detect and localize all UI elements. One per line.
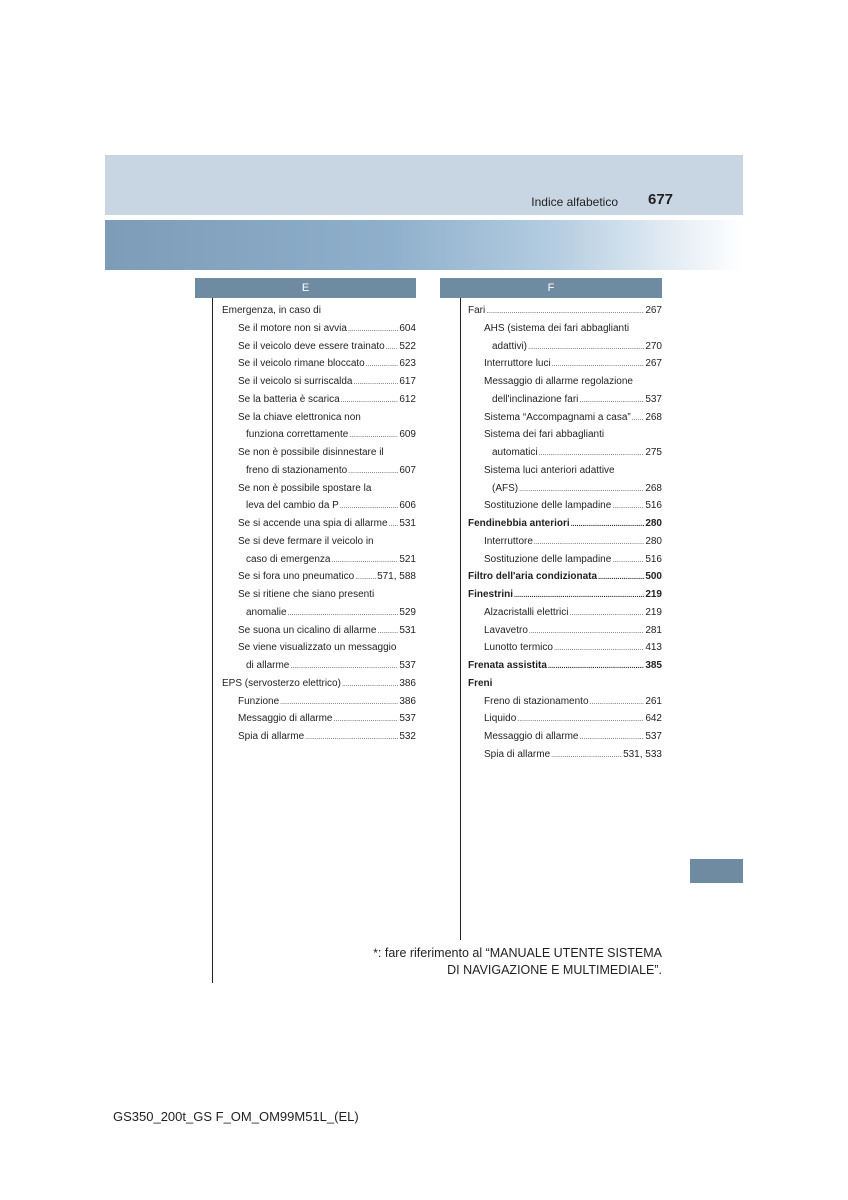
index-entry-text: Spia di allarme — [238, 731, 305, 742]
index-entry-text: leva del cambio da P — [246, 500, 339, 512]
index-entry-text: Fari — [468, 305, 486, 316]
index-entry-text: Sistema “Accompagnami a casa” — [484, 411, 631, 423]
index-entry-page: 385 — [645, 660, 662, 671]
index-entry-text: Fendinebbia anteriori — [468, 518, 570, 529]
index-entry-text: adattivi) — [492, 340, 528, 352]
index-entry-text: Filtro dell'aria condizionata — [468, 571, 598, 583]
index-entry-text: automatici — [492, 447, 538, 458]
index-entry — [468, 409, 662, 427]
index-entry — [468, 551, 662, 569]
index-entry — [222, 586, 416, 604]
index-entry-text: Se il veicolo si surriscalda — [238, 376, 353, 387]
index-entry — [222, 497, 416, 515]
index-entry — [222, 551, 416, 569]
index-entry-text: Se si ritiene che siano presenti — [238, 589, 375, 600]
leader-dots — [354, 373, 399, 392]
document-code: GS350_200t_GS F_OM_OM99M51L_(EL) — [113, 1109, 359, 1124]
index-entry — [468, 586, 662, 604]
index-entry — [468, 657, 662, 675]
index-entry-page: 267 — [645, 305, 662, 316]
leader-dots — [598, 568, 644, 587]
index-entry-text: Sostituzione delle lampadine — [484, 553, 612, 565]
index-entry-page: 537 — [399, 713, 416, 725]
index-entry-page: 267 — [645, 358, 662, 370]
index-entry — [222, 657, 416, 675]
section-header-f: F — [440, 278, 662, 298]
index-entry — [468, 480, 662, 498]
leader-dots — [377, 622, 398, 641]
index-entry — [468, 693, 662, 711]
index-entry-text: freno di stazionamento — [246, 464, 348, 476]
index-entry — [222, 391, 416, 409]
header-gradient-band — [105, 220, 743, 270]
leader-dots — [517, 710, 644, 729]
leader-dots — [612, 497, 644, 516]
column-rule-middle — [460, 298, 461, 940]
index-entry-page: 521 — [399, 553, 416, 565]
index-entry — [222, 710, 416, 728]
index-entry-page: 537 — [645, 393, 662, 405]
chapter-tab-marker — [690, 859, 743, 883]
index-entry-text: Se si fora uno pneumatico — [238, 571, 355, 583]
index-entry — [222, 426, 416, 444]
leader-dots — [551, 746, 622, 765]
index-entry-page: 532 — [399, 731, 416, 742]
index-entry — [468, 497, 662, 515]
section-header-e: E — [195, 278, 416, 298]
index-entry-page: 268 — [645, 411, 662, 423]
index-entry-page: 529 — [399, 606, 416, 618]
index-entry — [222, 409, 416, 427]
index-entry — [222, 462, 416, 480]
leader-dots — [348, 320, 398, 339]
index-entry-text: Se la chiave elettronica non — [238, 411, 361, 423]
index-entry-text: Sistema dei fari abbaglianti — [484, 429, 605, 441]
index-entry-page: 268 — [645, 482, 662, 494]
leader-dots — [349, 426, 398, 445]
index-entry-text: Se non è possibile disinnestare il — [238, 447, 384, 458]
index-entry — [468, 444, 662, 462]
index-entry-page: 281 — [645, 624, 662, 636]
leader-dots — [579, 391, 644, 410]
leader-dots — [355, 568, 376, 587]
leader-dots — [514, 586, 644, 605]
leader-dots — [569, 604, 644, 623]
index-entry-text: Se il veicolo rimane bloccato — [238, 358, 365, 370]
index-entry — [222, 622, 416, 640]
index-entry — [468, 746, 662, 764]
leader-dots — [348, 462, 398, 481]
index-entry — [222, 355, 416, 373]
leader-dots — [539, 444, 645, 463]
index-entry-page: 531 — [399, 624, 416, 636]
index-entry-page: 537 — [399, 660, 416, 671]
index-entry-page: 522 — [399, 340, 416, 352]
index-entry-page: 609 — [399, 429, 416, 441]
index-entry — [468, 639, 662, 657]
index-entry-text: Se viene visualizzato un messaggio — [238, 642, 397, 654]
index-entry-page: 280 — [645, 535, 662, 547]
leader-dots — [332, 551, 399, 570]
index-entry-text: EPS (servosterzo elettrico) — [222, 677, 341, 689]
index-entry-text: anomalie — [246, 606, 287, 618]
index-entry-text: Sostituzione delle lampadine — [484, 500, 612, 512]
index-entry-page: 642 — [645, 713, 662, 725]
leader-dots — [386, 338, 399, 357]
index-entry — [468, 622, 662, 640]
index-entry-text: Messaggio di allarme — [484, 731, 579, 742]
index-entry-text: Se il veicolo deve essere trainato — [238, 340, 385, 352]
index-entry-page: 612 — [399, 393, 416, 405]
index-entry-text: Messaggio di allarme regolazione — [484, 376, 633, 387]
index-entry — [468, 302, 662, 320]
index-entry-page: 280 — [645, 518, 662, 529]
index-entry-text: Sistema luci anteriori adattive — [484, 464, 615, 476]
index-entry-page: 606 — [399, 500, 416, 512]
leader-dots — [288, 604, 399, 623]
index-entry-text: Se si accende una spia di allarme — [238, 518, 388, 529]
leader-dots — [280, 693, 398, 712]
index-entry-text: (AFS) — [492, 482, 519, 494]
page-number: 677 — [648, 191, 674, 208]
index-entry — [468, 320, 662, 338]
index-entry — [222, 373, 416, 391]
index-entry-text: Se suona un cicalino di allarme — [238, 624, 377, 636]
index-entry-text: Interruttore — [484, 535, 533, 547]
leader-dots — [552, 355, 645, 374]
index-entry-text: Liquido — [484, 713, 517, 725]
index-entry-page: 623 — [399, 358, 416, 370]
index-entry — [222, 568, 416, 586]
leader-dots — [632, 409, 645, 428]
index-entry — [222, 533, 416, 551]
index-entry-page: 604 — [399, 322, 416, 334]
index-entry — [468, 373, 662, 391]
index-entry-text: funziona correttamente — [246, 429, 349, 441]
index-entry — [222, 480, 416, 498]
running-header-title: Indice alfabetico — [531, 195, 618, 209]
footnote-line-2: DI NAVIGAZIONE E MULTIMEDIALE”. — [447, 963, 662, 977]
index-entry — [222, 604, 416, 622]
leader-dots — [334, 710, 399, 729]
index-entry-text: Se la batteria è scarica — [238, 393, 340, 405]
index-entry-text: caso di emergenza — [246, 553, 331, 565]
leader-dots — [571, 515, 645, 534]
index-entry-text: Se il motore non si avvia — [238, 322, 347, 334]
index-entry — [468, 568, 662, 586]
index-entry-text: Freno di stazionamento — [484, 695, 589, 707]
index-entry-page: 219 — [645, 606, 662, 618]
index-entry — [222, 515, 416, 533]
index-entry — [222, 302, 416, 320]
index-entry — [222, 320, 416, 338]
footnote — [300, 945, 662, 979]
leader-dots — [528, 338, 644, 357]
index-entry-text: Interruttore luci — [484, 358, 551, 370]
leader-dots — [389, 515, 399, 534]
index-entry — [468, 515, 662, 533]
index-entry — [222, 444, 416, 462]
index-entry — [222, 338, 416, 356]
index-entry-text: Freni — [468, 677, 493, 689]
leader-dots — [548, 657, 644, 676]
index-entry — [222, 675, 416, 693]
index-entry — [468, 533, 662, 551]
leader-dots — [554, 639, 644, 658]
index-entry-page: 617 — [399, 376, 416, 387]
index-entry-text: Funzione — [238, 695, 280, 707]
leader-dots — [366, 355, 399, 374]
index-entry-page: 386 — [399, 695, 416, 707]
index-entry — [468, 426, 662, 444]
index-entry — [468, 728, 662, 746]
index-entry-page: 270 — [645, 340, 662, 352]
index-entry-page: 386 — [399, 677, 416, 689]
index-entry-text: Alzacristalli elettrici — [484, 606, 569, 618]
leader-dots — [486, 302, 644, 321]
footnote-star: * — [373, 946, 378, 960]
index-column-e — [222, 302, 416, 746]
index-entry-page: 607 — [399, 464, 416, 476]
index-entry — [468, 604, 662, 622]
leader-dots — [590, 693, 645, 712]
index-entry-text: di allarme — [246, 660, 290, 671]
index-entry-text: Lavavetro — [484, 624, 528, 636]
index-entry-text: Se si deve fermare il veicolo in — [238, 535, 374, 547]
index-entry-text: Finestrini — [468, 589, 514, 600]
index-entry-page: 516 — [645, 553, 662, 565]
index-entry-text: Se non è possibile spostare la — [238, 482, 372, 494]
index-entry-page: 500 — [645, 571, 662, 583]
index-entry-page: 571, 588 — [377, 571, 416, 583]
index-entry — [222, 693, 416, 711]
index-entry-page: 531 — [399, 518, 416, 529]
index-entry — [468, 338, 662, 356]
leader-dots — [580, 728, 645, 747]
index-entry-page: 219 — [645, 589, 662, 600]
index-entry — [222, 639, 416, 657]
index-entry — [468, 355, 662, 373]
index-entry — [222, 728, 416, 746]
column-rule-left — [212, 298, 213, 983]
index-entry-text: AHS (sistema dei fari abbaglianti — [484, 322, 630, 334]
index-entry-text: Lunotto termico — [484, 642, 553, 654]
index-entry-text: Emergenza, in caso di — [222, 305, 321, 316]
leader-dots — [529, 622, 644, 641]
index-entry-page: 531, 533 — [623, 748, 662, 760]
index-entry — [468, 462, 662, 480]
leader-dots — [612, 551, 644, 570]
index-entry-page: 413 — [645, 642, 662, 654]
index-entry-text: Spia di allarme — [484, 748, 551, 760]
leader-dots — [305, 728, 398, 747]
index-entry-page: 275 — [645, 447, 662, 458]
index-entry — [468, 675, 662, 693]
leader-dots — [290, 657, 398, 676]
index-entry-page: 261 — [645, 695, 662, 707]
index-entry-text: dell'inclinazione fari — [492, 393, 579, 405]
leader-dots — [534, 533, 644, 552]
index-column-f — [468, 302, 662, 764]
leader-dots — [519, 480, 644, 499]
leader-dots — [340, 497, 398, 516]
index-entry-text: Frenata assistita — [468, 660, 547, 671]
index-entry-text: Messaggio di allarme — [238, 713, 333, 725]
index-entry — [468, 391, 662, 409]
index-entry — [468, 710, 662, 728]
footnote-line-1: : fare riferimento al “MANUALE UTENTE SISTEMA — [377, 946, 662, 960]
leader-dots — [341, 391, 399, 410]
index-entry-page: 537 — [645, 731, 662, 742]
index-entry-page: 516 — [645, 500, 662, 512]
leader-dots — [342, 675, 398, 694]
